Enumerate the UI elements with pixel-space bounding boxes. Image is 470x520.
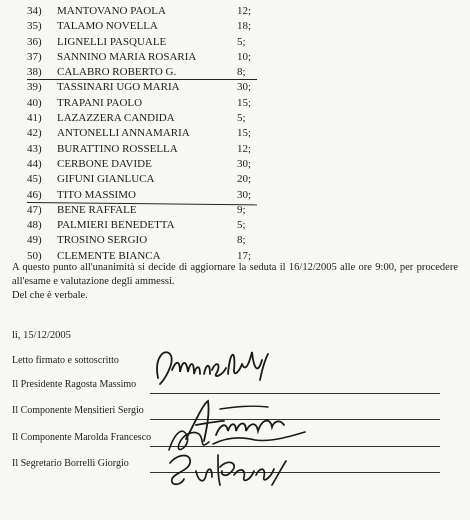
signatory-component-2: Il Componente Marolda Francesco	[12, 432, 152, 443]
signature-line	[150, 419, 440, 420]
item-score: 12;	[237, 5, 252, 17]
item-name: CLEMENTE BIANCA	[57, 249, 161, 262]
item-score: 5;	[237, 35, 246, 48]
list-item	[27, 233, 277, 248]
item-score: 9;	[237, 203, 246, 216]
item-name: PALMIERI BENEDETTA	[57, 219, 175, 232]
item-score: 5;	[237, 219, 246, 232]
item-number: 38)	[27, 66, 42, 79]
item-number: 47)	[27, 203, 42, 216]
item-name: TALAMO NOVELLA	[57, 20, 158, 33]
item-score: 15;	[237, 127, 252, 140]
list-item	[27, 218, 277, 233]
adjournment-paragraph	[12, 261, 458, 303]
item-score: 8;	[237, 234, 246, 247]
list-item	[27, 142, 277, 157]
item-number: 44)	[27, 157, 42, 170]
list-item	[27, 157, 277, 172]
item-score: 10;	[237, 50, 252, 63]
list-item	[27, 50, 277, 65]
item-score: 18;	[237, 20, 252, 33]
signatory-secretary: Il Segretario Borrelli Giorgio	[12, 458, 129, 469]
item-number: 36)	[27, 35, 42, 48]
list-item	[27, 188, 277, 203]
list-item	[27, 35, 277, 50]
item-name: GIFUNI GIANLUCA	[57, 173, 155, 186]
closing-text: Del che è verbale.	[12, 290, 88, 301]
item-score: 30;	[237, 81, 252, 94]
list-item	[27, 126, 277, 141]
signature-line	[150, 446, 440, 447]
item-score: 5;	[237, 112, 246, 125]
item-name: MANTOVANO PAOLA	[57, 5, 166, 17]
item-number: 40)	[27, 96, 42, 109]
list-item	[27, 203, 277, 218]
item-number: 35)	[27, 20, 42, 33]
list-item	[27, 65, 277, 80]
signed-label: Letto firmato e sottoscritto	[12, 355, 119, 366]
list-item	[27, 4, 277, 19]
adjournment-text: A questo punto all'unanimità si decide di aggiornare la seduta il 16/12/2005 alle ore 9:00, per procedere all'esame e valutazione degli ammessi.	[12, 262, 458, 287]
list-item	[27, 19, 277, 34]
date-line: li, 15/12/2005	[12, 330, 71, 341]
item-number: 42)	[27, 127, 42, 140]
item-name: ANTONELLI ANNAMARIA	[57, 127, 190, 140]
list-item	[27, 172, 277, 187]
signature-line	[150, 472, 440, 473]
signature-line	[150, 393, 440, 394]
item-name: TITO MASSIMO	[57, 188, 136, 201]
item-number: 37)	[27, 50, 42, 63]
item-name: TASSINARI UGO MARIA	[57, 81, 180, 94]
item-score: 30;	[237, 157, 252, 170]
item-name: CERBONE DAVIDE	[57, 157, 152, 170]
item-name: SANNINO MARIA ROSARIA	[57, 50, 197, 63]
item-number: 34)	[27, 5, 42, 17]
item-score: 30;	[237, 188, 252, 201]
list-item	[27, 80, 277, 95]
item-score: 12;	[237, 142, 252, 155]
item-name: LIGNELLI PASQUALE	[57, 35, 167, 48]
list-item	[27, 111, 277, 126]
signatory-president: Il Presidente Ragosta Massimo	[12, 379, 137, 390]
item-number: 49)	[27, 234, 42, 247]
item-number: 50)	[27, 249, 42, 262]
item-number: 43)	[27, 142, 42, 155]
item-score: 17;	[237, 249, 252, 262]
item-name: BURATTINO ROSSELLA	[57, 142, 178, 155]
signature-component-1	[180, 395, 295, 450]
item-score: 8;	[237, 66, 246, 79]
signature-secretary	[160, 445, 290, 495]
item-name: TRAPANI PAOLO	[57, 96, 143, 109]
item-number: 39)	[27, 81, 42, 94]
signature-president	[150, 340, 275, 395]
item-name: CALABRO ROBERTO G.	[57, 66, 177, 79]
list-item	[27, 96, 277, 111]
item-name: TROSINO SERGIO	[57, 234, 148, 247]
item-number: 45)	[27, 173, 42, 186]
item-name: LAZAZZERA CANDIDA	[57, 112, 175, 125]
item-number: 41)	[27, 112, 42, 125]
signatory-component-1: Il Componente Mensitieri Sergio	[12, 405, 144, 416]
signature-component-2	[165, 420, 315, 465]
item-score: 20;	[237, 173, 252, 186]
item-number: 46)	[27, 188, 42, 201]
ranking-list	[27, 4, 277, 264]
item-name: BENE RAFFALE	[57, 203, 137, 216]
item-number: 48)	[27, 219, 42, 232]
item-score: 15;	[237, 96, 252, 109]
